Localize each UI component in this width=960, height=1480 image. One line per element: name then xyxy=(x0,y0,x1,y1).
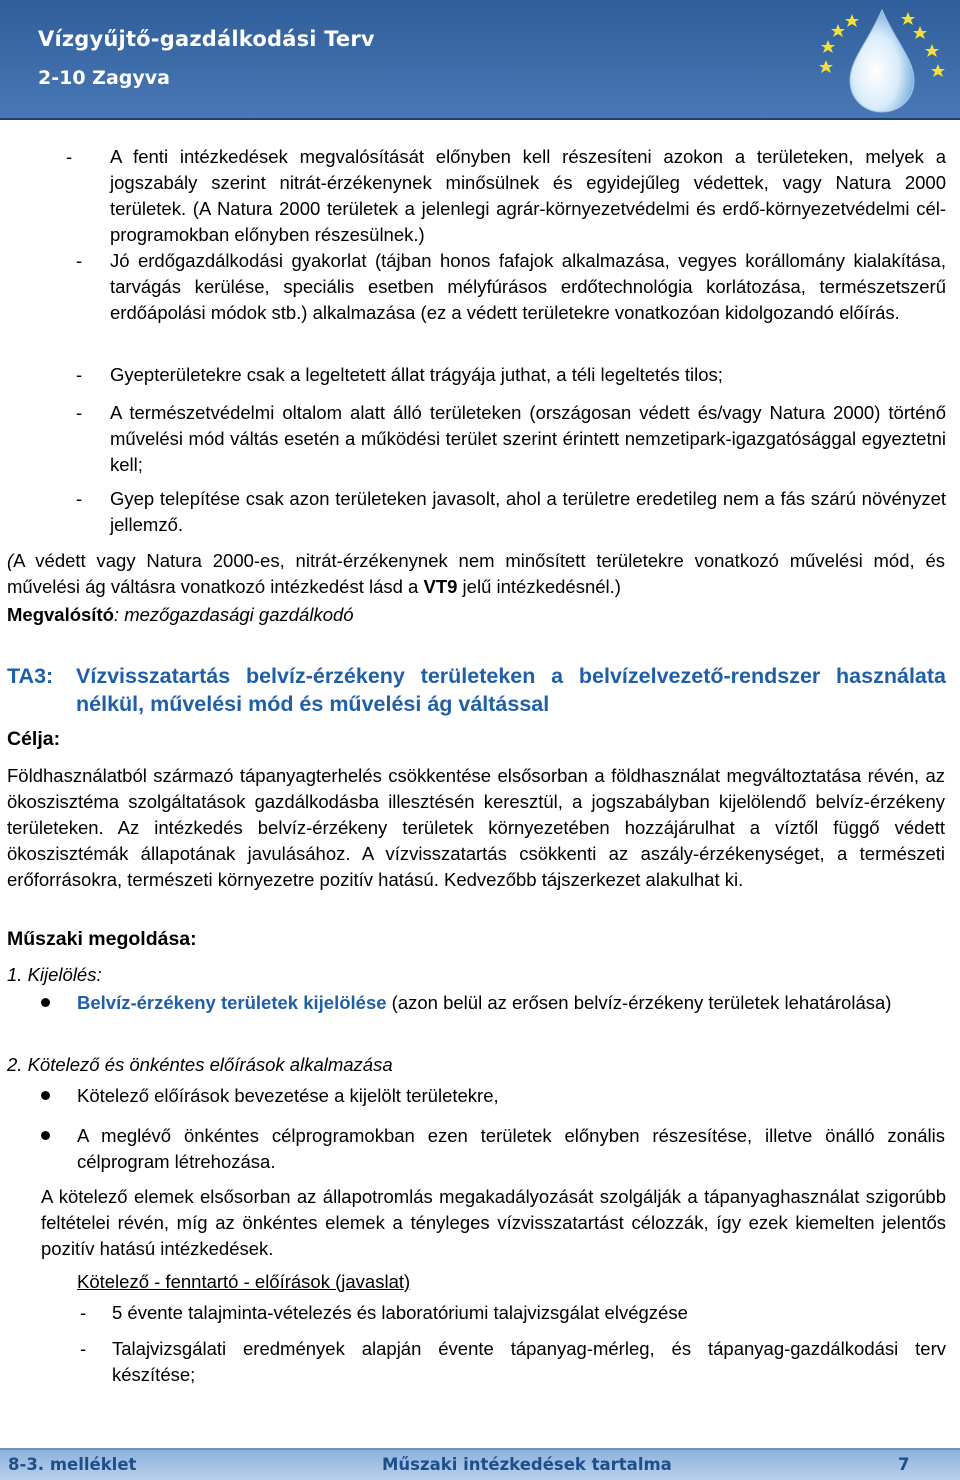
note-text-b: jelű intézkedésnél.) xyxy=(457,576,621,597)
water-drop-logo-icon xyxy=(808,2,956,116)
goal-paragraph: Földhasználatból származó tápanyagterhelés csökkentése elsősorban a földhasználat megváltoztatása révén, az ökoszisztéma szolgáltatások gazdálkodásba illesztésén keresztül, a jogszabályban kijelölendő belvíz-érzékeny területeken. Az intézkedés belvíz-érzékeny területek környezetében hozzájárulhat a víztől függő védett ökoszisztémák állapotának javulásához. A vízvisszatartás csökkenti az aszály-érzékenységet, a természeti erőforrásokra, természeti környezetre pozitív hatású. Kedvezőbb tájszerkezet alakulhat ki. xyxy=(7,765,945,890)
step1-bullet xyxy=(77,990,945,1016)
dash-marker: - xyxy=(76,488,83,509)
dash-marker: - xyxy=(66,146,73,167)
mandatory-item: 5 évente talajminta-vételezés és laboratóriumi talajvizsgálat elvégzése xyxy=(112,1302,688,1323)
implementer-colon: : xyxy=(113,604,120,625)
implementer-value: mezőgazdasági gazdálkodó xyxy=(119,604,354,625)
list-item: Gyepterületekre csak a legeltetett állat trágyája juthat, a téli legeltetés tilos; xyxy=(110,364,723,385)
implementer-label: Megvalósító xyxy=(7,604,114,625)
bullet-icon xyxy=(41,998,50,1007)
list-item: Jó erdőgazdálkodási gyakorlat (tájban honos fafajok alkalmazása, vegyes korállomány kialakítása, tarvágás kerülése, speciális esetben mélyfúrásos erdőtechnológia korlátozása, természetszerű erdőápolási módok stb.) alkalmazása (ez a védett területekre vonatkozóan kidolgozandó előírás. xyxy=(110,250,946,323)
dash-marker: - xyxy=(80,1302,87,1323)
document-title: Vízgyűjtő-gazdálkodási Terv xyxy=(38,27,375,51)
measure-code: TA3: xyxy=(7,664,54,688)
bullet-icon xyxy=(41,1131,50,1140)
list-item: A fenti intézkedések megvalósítását előnyben kell részesíteni azokon a területeken, melyek a jogszabály szerint nitrát-érzékenynek minősülnek és egyidejűleg védettek, vagy Natura 2000 területek. (A Natura 2000 területek a jelenlegi agrár-környezetvédelmi és erdő-környezetvédelmi cél-programokban előnyben részesülnek.) xyxy=(110,146,946,245)
note-paragraph xyxy=(7,548,945,600)
note-open-paren: ( xyxy=(7,550,14,571)
footer-annex: 8-3. melléklet xyxy=(8,1455,137,1474)
step2-label: 2. Kötelező és önkéntes előírások alkalmazása xyxy=(7,1054,393,1075)
page-number: 7 xyxy=(898,1455,910,1474)
list-item: Gyep telepítése csak azon területeken javasolt, ahol a területre eredetileg nem a fás szárú növényzet jellemző. xyxy=(110,488,946,535)
footer-section-title: Műszaki intézkedések tartalma xyxy=(382,1455,672,1474)
note-code: VT9 xyxy=(423,576,458,597)
list-item: A természetvédelmi oltalom alatt álló területeken (országosan védett és/vagy Natura 2000) történő művelési mód váltás esetén a működési terület szerint érintett nemzetipark-igazgatósággal egyeztetni kell; xyxy=(110,402,946,475)
step1-label: 1. Kijelölés: xyxy=(7,964,102,985)
bullet-icon xyxy=(41,1091,50,1100)
step1-bullet-rest: (azon belül az erősen belvíz-érzékeny területek lehatárolása) xyxy=(386,992,892,1013)
closing-paragraph: A kötelező elemek elsősorban az állapotromlás megakadályozását szolgálják a tápanyaghasználat szigorúbb feltételei révén, míg az önkéntes elemek a tényleges vízvisszatartást célozzák, így ezek kiemelten jelentős pozitív hatású intézkedések. xyxy=(41,1186,946,1259)
tech-label: Műszaki megoldása: xyxy=(7,928,197,950)
step2-bullet: Kötelező előírások bevezetése a kijelölt területekre, xyxy=(77,1085,499,1106)
implementer-line xyxy=(7,602,945,628)
page-header xyxy=(0,0,960,120)
mandatory-heading: Kötelező - fenntartó - előírások (javaslat) xyxy=(77,1271,411,1292)
document-subtitle: 2-10 Zagyva xyxy=(38,67,170,89)
step1-bullet-emph: Belvíz-érzékeny területek kijelölése xyxy=(77,992,387,1013)
dash-marker: - xyxy=(76,402,83,423)
dash-marker: - xyxy=(76,250,83,271)
page-footer xyxy=(0,1448,960,1480)
dash-marker: - xyxy=(76,364,83,385)
note-text-a: A védett vagy Natura 2000-es, nitrát-érzékenynek nem minősített területekre vonatkozó művelési mód, és művelési ág váltásra vonatkozó intézkedést lásd a xyxy=(7,550,945,597)
dash-marker: - xyxy=(80,1338,87,1359)
mandatory-item: Talajvizsgálati eredmények alapján évente tápanyag-mérleg, és tápanyag-gazdálkodási terv készítése; xyxy=(112,1338,946,1385)
step2-bullet: A meglévő önkéntes célprogramokban ezen területek előnyben részesítése, illetve önálló zonális célprogram létrehozása. xyxy=(77,1125,945,1172)
goal-label: Célja: xyxy=(7,728,61,750)
measure-title: Vízvisszatartás belvíz-érzékeny területeken a belvízelvezető-rendszer használata nélkül, művelési mód és művelési ág váltással xyxy=(76,664,946,716)
